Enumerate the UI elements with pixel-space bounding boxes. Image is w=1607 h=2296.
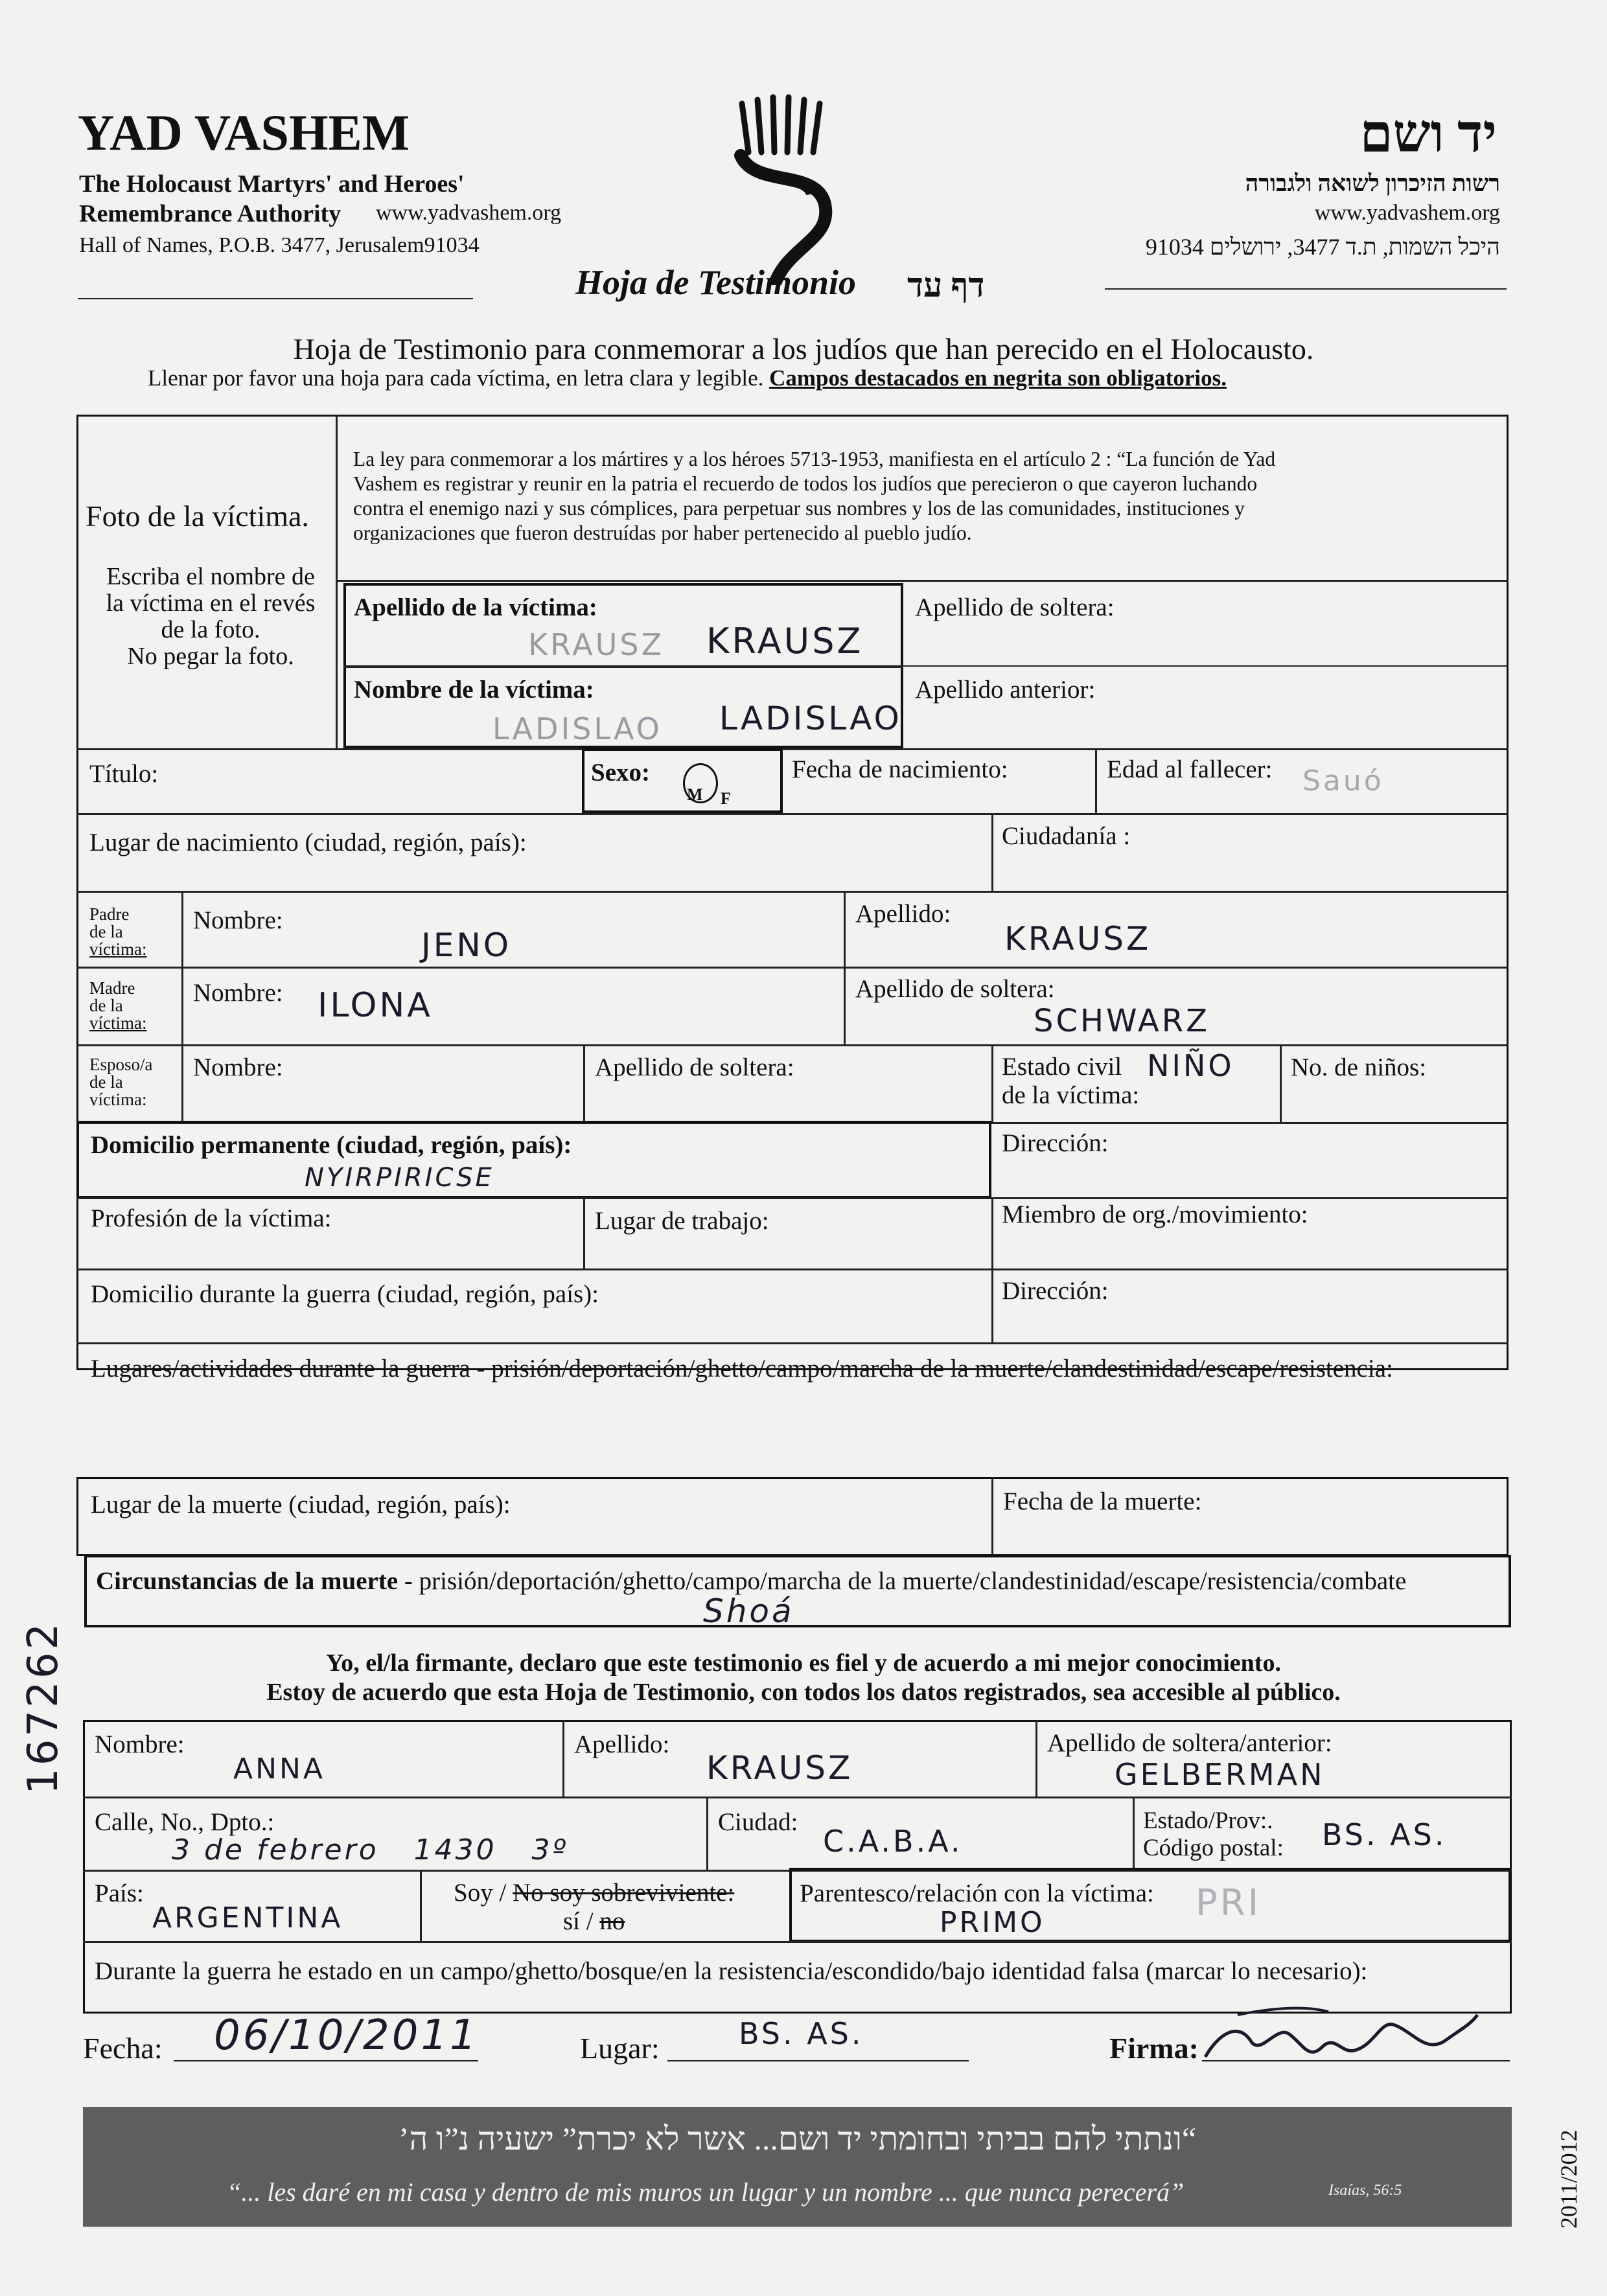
header-rule-right [1105, 288, 1507, 290]
submitter-surname-label: Apellido: [574, 1730, 670, 1758]
survivor-label: Soy / No soy sobreviviente: sí / no [454, 1879, 735, 1935]
victim-surname-faint: KRAUSZ [528, 627, 665, 662]
hebrew-name: יד ושם [1359, 104, 1497, 163]
children-label: No. de niños: [1291, 1053, 1427, 1081]
victim-maiden-label: Apellido de soltera: [915, 593, 1115, 621]
circumstances-label: Circunstancias de la muerte - prisión/deportación/ghetto/campo/marcha de la muerte/clandestinidad/escape/resistencia/combate [96, 1567, 1407, 1595]
profession-label: Profesión de la víctima: [91, 1204, 332, 1232]
archive-number: 167262 [19, 1620, 67, 1795]
mother-label: Madre de la víctima: [89, 978, 147, 1033]
age-value-faint: Sauó [1302, 764, 1384, 798]
date-label: Fecha: [83, 2032, 163, 2065]
mother-maiden-value[interactable]: SCHWARZ [1034, 1003, 1210, 1039]
permanent-residence-label: Domicilio permanente (ciudad, región, país): [91, 1131, 572, 1159]
submitter-name-label: Nombre: [95, 1730, 185, 1758]
footer-reference: Isaías, 56:5 [1328, 2182, 1402, 2199]
org-name: YAD VASHEM [78, 104, 410, 161]
civil-status-value[interactable]: NIÑO [1147, 1048, 1234, 1083]
form-title-hebrew: דף עד [907, 268, 985, 304]
birthplace-label: Lugar de nacimiento (ciudad, región, país): [89, 829, 527, 856]
relation-value-faint: PRI [1196, 1882, 1262, 1924]
submitter-city-label: Ciudad: [718, 1808, 798, 1836]
law-text: La ley para conmemorar a los mártires y a los héroes 5713-1953, manifiesta en el artículo 2 : “La función de Yad Vashem es registrar y reunir en la patria el recuerdo de todos los judíos que perecieron o que cayeron luchando contra el enemigo nazi y sus cómplices, para perpetuar sus nombres y los de las comunidades, instituciones y organizaciones que fueron destruídas por haber pertenecido al pueblo judío. [353, 448, 1276, 544]
declaration-line2: Estoy de acuerdo que esta Hoja de Testimonio, con todos los datos registrados, sea accesible al público. [266, 1679, 1341, 1706]
place-value[interactable]: BS. AS. [739, 2016, 864, 2051]
circumstances-value[interactable]: Shoá [703, 1592, 794, 1630]
submitter-street-value[interactable]: 3 de febrero 1430 3º [172, 1833, 569, 1866]
father-surname-value[interactable]: KRAUSZ [1004, 920, 1151, 958]
signature-drawing[interactable] [1199, 1995, 1484, 2073]
hebrew-website: www.yadvashem.org [1314, 201, 1500, 225]
wartime-label: Durante la guerra he estado en un campo/ghetto/bosque/en la resistencia/escondido/bajo identidad falsa (marcar lo necesario): [95, 1957, 1368, 1985]
footer-hebrew-quote: “ונתתי להם בביתי ובחומתי יד ושם... אשר לא יכרת” ישעיה נ”ו ה’ [398, 2120, 1197, 2157]
org-address: Hall of Names, P.O.B. 3477, Jerusalem91034 [79, 233, 480, 257]
victim-prev-surname-label: Apellido anterior: [915, 676, 1096, 704]
father-name-value[interactable]: JENO [421, 926, 512, 964]
sex-label: Sexo: [591, 759, 650, 786]
submitter-maiden-value[interactable]: GELBERMAN [1115, 1757, 1325, 1792]
form-title: Hoja de Testimonio [575, 263, 857, 302]
title-label: Título: [89, 760, 159, 788]
org-line1: The Holocaust Martyrs' and Heroes' [79, 170, 465, 198]
date-value[interactable]: 06/10/2011 [214, 2012, 479, 2060]
org-membership-label: Miembro de org./movimiento: [1002, 1200, 1308, 1228]
age-label: Edad al fallecer: [1107, 755, 1273, 783]
submitter-state-value[interactable]: BS. AS. [1322, 1817, 1447, 1852]
spouse-name-label: Nombre: [193, 1053, 283, 1081]
submitter-state-label: Estado/Prov:. Código postal: [1143, 1808, 1284, 1861]
header-rule-left [78, 298, 473, 299]
yad-vashem-logo-icon [729, 91, 839, 285]
birthdate-label: Fecha de nacimiento: [792, 755, 1008, 783]
signature-label: Firma: [1109, 2032, 1199, 2065]
photo-instructions: Escriba el nombre de la víctima en el revés de la foto. No pegar la foto. [106, 563, 316, 670]
declaration-line1: Yo, el/la firmante, declaro que este testimonio es fiel y de acuerdo a mi mejor conocimiento. [326, 1649, 1281, 1677]
submitter-country-label: País: [95, 1879, 144, 1907]
citizenship-label: Ciudadanía : [1002, 822, 1131, 850]
org-website: www.yadvashem.org [376, 201, 562, 225]
footer-spanish-quote: “... les daré en mi casa y dentro de mis muros un lugar y un nombre ... que nunca perecerá” [227, 2177, 1185, 2207]
war-places-label: Lugares/actividades durante la guerra - prisión/deportación/ghetto/campo/marcha de la muerte/clandestinidad/escape/resistencia: [91, 1355, 1393, 1383]
submitter-surname-value[interactable]: KRAUSZ [706, 1749, 853, 1787]
death-date-label: Fecha de la muerte: [1003, 1487, 1202, 1515]
intro-line1: Hoja de Testimonio para conmemorar a los judíos que han perecido en el Holocausto. [293, 332, 1314, 365]
mother-name-label: Nombre: [193, 979, 283, 1007]
relation-label: Parentesco/relación con la víctima: [800, 1879, 1154, 1907]
workplace-label: Lugar de trabajo: [595, 1207, 769, 1235]
photo-title: Foto de la víctima. [86, 499, 309, 533]
victim-surname-label: Apellido de la víctima: [354, 593, 597, 621]
victim-firstname-label: Nombre de la víctima: [354, 676, 594, 704]
war-residence-label: Domicilio durante la guerra (ciudad, región, país): [91, 1280, 599, 1308]
place-label: Lugar: [580, 2032, 660, 2065]
submitter-street-label: Calle, No., Dpto.: [95, 1808, 275, 1836]
sex-f[interactable]: F [721, 789, 731, 808]
death-place-label: Lugar de la muerte (ciudad, región, país): [91, 1491, 511, 1519]
org-line2: Remembrance Authority [79, 200, 341, 227]
civil-status-label: Estado civil de la víctima: [1002, 1053, 1140, 1109]
father-surname-label: Apellido: [855, 900, 951, 928]
victim-firstname-value[interactable]: LADISLAO [719, 700, 902, 737]
victim-firstname-faint: LADISLAO [492, 711, 662, 746]
signature-text: Anna Krausz [1225, 2069, 1241, 2072]
submitter-country-value[interactable]: ARGENTINA [152, 1901, 343, 1934]
intro-line2: Llenar por favor una hoja para cada víctima, en letra clara y legible. Campos destacados en negrita son obligatorios. [148, 365, 1227, 391]
spouse-label: Esposo/a de la víctima: [89, 1055, 153, 1109]
victim-surname-value[interactable]: KRAUSZ [706, 621, 864, 661]
war-address-label: Dirección: [1002, 1277, 1109, 1305]
hebrew-address: היכל השמות, ת.ד 3477, ירושלים 91034 [1145, 234, 1500, 260]
father-name-label: Nombre: [193, 906, 283, 934]
relation-value[interactable]: PRIMO [940, 1906, 1045, 1939]
permanent-address-label: Dirección: [1002, 1129, 1109, 1157]
mother-maiden-label: Apellido de soltera: [855, 975, 1055, 1003]
submitter-maiden-label: Apellido de soltera/anterior: [1047, 1729, 1332, 1757]
sex-m[interactable]: M [687, 785, 703, 804]
submitter-name-value[interactable]: ANNA [233, 1752, 326, 1785]
father-label: Padre de la víctima: [89, 904, 147, 959]
spouse-maiden-label: Apellido de soltera: [595, 1053, 794, 1081]
permanent-residence-value[interactable]: NYIRPIRICSE [305, 1163, 494, 1193]
mother-name-value[interactable]: ILONA [318, 986, 433, 1025]
submitter-city-value[interactable]: C.A.B.A. [823, 1824, 963, 1859]
hebrew-line1: רשות הזיכרון לשואה ולגבורה [1245, 170, 1500, 196]
footer-year: 2011/2012 [1556, 2130, 1582, 2229]
